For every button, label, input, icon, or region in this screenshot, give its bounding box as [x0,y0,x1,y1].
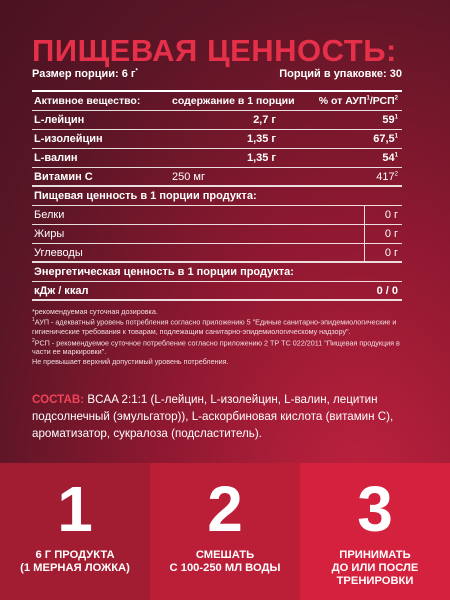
table-row [32,149,402,168]
active-name: L-лейцин [34,114,85,126]
composition-label: СОСТАВ: [32,393,85,406]
header-active-substance: Активное вещество: [34,95,141,107]
footnote: $^1$АУП - адекватный уровень потребления согласно приложению 5 "Единые санитарно-эпидемиологические и гигиенические требования к товарам, подлежащим санитарно-эпидемиологическому надзору". [32,317,397,337]
step-text: 6 Г ПРОДУКТА (1 МЕРНАЯ ЛОЖКА) [20,549,130,574]
active-name: Витамин С [34,170,93,183]
active-name: L-валин [34,152,78,164]
serving-info [32,68,402,80]
table-row [32,244,402,263]
composition-text: BCAA 2:1:1 (L-лейцин, L-изолейцин, L-валин, лецитин подсолнечный (эмульгатор)), L-аскорбиновая кислота (витамин С), ароматизатор, сукралоза (подсластитель). [32,393,394,440]
usage-steps [0,463,450,600]
energy-section-header: Энергетическая ценность в 1 порции продукта: [32,263,402,282]
step-number: 3 [357,473,393,545]
step-text: СМЕШАТЬ С 100-250 МЛ ВОДЫ [169,549,281,574]
step-1 [0,463,150,600]
table-row [32,225,402,244]
servings-per-pack: Порций в упаковке: 30 [279,68,402,80]
header-content: содержание в 1 порции [172,95,295,107]
active-percent: 67,5$^1$ [373,133,398,145]
nutrient-name: Углеводы [34,246,83,259]
active-percent: $59^1$ [382,114,398,126]
table-row [32,168,402,187]
nutrient-name: Белки [34,209,65,221]
nutrient-value: 0 г [364,206,402,224]
active-name: L-изолейцин [34,133,103,145]
nutrition-section-header: Пищевая ценность в 1 порции продукта: [32,187,402,206]
step-number: 1 [57,473,93,545]
table-header-row [32,92,402,111]
energy-name: кДж / ккал [34,284,89,297]
nutrient-value: 0 г [364,225,402,243]
table-row [32,206,402,225]
table-row [32,130,402,149]
active-percent: $417^2$ [376,170,398,183]
nutrition-table [32,90,402,301]
composition [32,391,410,442]
active-amount: 2,7 г [253,114,276,126]
footnote: Не превышает верхний допустимый уровень потребления. [32,356,229,366]
nutrient-value: 0 г [364,244,402,261]
energy-value: 0 / 0 [376,284,398,297]
footnote: $^2$РСП - рекомендуемое суточное потребление согласно приложению 2 ТР ТС 022/2011 "Пищевая продукция в части ее маркировки". [32,337,400,357]
active-percent: $54^1$ [382,152,398,164]
step-number: 2 [207,473,243,545]
active-amount: 250 мг [172,170,205,183]
nutrient-name: Жиры [34,228,65,240]
serving-size: Размер порции: 6 г* [32,68,138,80]
table-row [32,111,402,130]
page-title: ПИЩЕВАЯ ЦЕННОСТЬ: [32,33,397,68]
step-text: ПРИНИМАТЬ ДО ИЛИ ПОСЛЕ ТРЕНИРОВКИ [331,549,419,587]
table-row [32,282,402,301]
header-percent: % от АУП$^1$/РСП$^2$ [318,95,398,107]
active-amount: 1,35 г [246,133,276,145]
footnote: *рекомендуемая суточная дозировка. [32,307,158,316]
active-amount: 1,35 г [246,152,276,164]
step-2 [150,463,300,600]
step-3 [300,463,450,600]
footnotes [32,307,412,366]
